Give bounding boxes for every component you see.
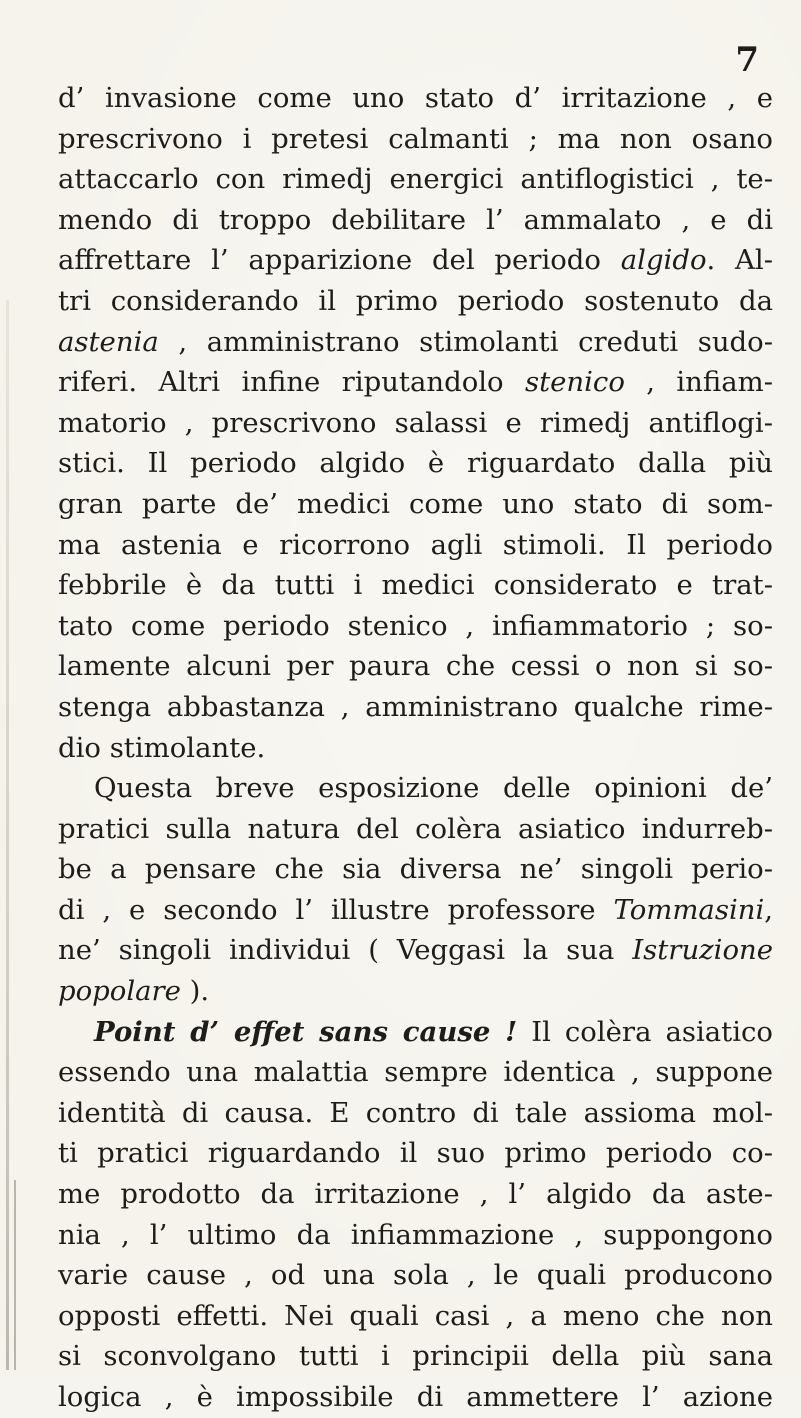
text-line bbox=[58, 849, 773, 890]
text-line bbox=[58, 1093, 773, 1134]
text-segment: riferi. Altri infine riputandolo bbox=[58, 366, 525, 399]
text-segment: Questa breve esposizione delle opinioni de’ bbox=[94, 772, 773, 805]
text-segment: , amministrano stimolanti creduti sudo- bbox=[158, 325, 773, 358]
text-segment: ma astenia e ricorrono agli stimoli. Il periodo bbox=[58, 528, 773, 561]
text-segment: varie cause , od una sola , le quali producono bbox=[58, 1259, 773, 1292]
text-segment: be a pensare che sia diversa ne’ singoli perio- bbox=[58, 853, 773, 886]
text-segment: febbrile è da tutti i medici considerato e trat- bbox=[58, 569, 773, 602]
text-segment: prescrivono i pretesi calmanti ; ma non osano bbox=[58, 122, 773, 155]
text-segment: matorio , prescrivono salassi e rimedj antiflogi- bbox=[58, 406, 773, 439]
text-line bbox=[58, 1052, 773, 1093]
text-segment: tri considerando il primo periodo sostenuto da bbox=[58, 284, 773, 317]
text-line bbox=[58, 728, 773, 769]
text-line bbox=[58, 281, 773, 322]
text-line bbox=[58, 930, 773, 971]
text-line bbox=[58, 322, 773, 363]
text-segment: nia , l’ ultimo da infiammazione , suppongono bbox=[58, 1218, 773, 1251]
text-line bbox=[58, 362, 773, 403]
emphasized-text: Istruzione bbox=[632, 934, 773, 967]
text-line bbox=[58, 1174, 773, 1215]
text-segment: essendo una malattia sempre identica , suppone bbox=[58, 1056, 773, 1089]
text-segment: attaccarlo con rimedj energici antiflogistici , te- bbox=[58, 163, 773, 196]
text-line bbox=[58, 525, 773, 566]
text-segment: , bbox=[764, 893, 773, 926]
text-segment: tato come periodo stenico , infiammatorio ; so- bbox=[58, 609, 773, 642]
text-segment: mendo di troppo debilitare l’ ammalato , e di bbox=[58, 203, 773, 236]
text-line bbox=[58, 606, 773, 647]
text-segment: identità di causa. E contro di tale assioma mol- bbox=[58, 1096, 773, 1129]
emphasized-text: stenico bbox=[524, 366, 625, 399]
text-line bbox=[58, 687, 773, 728]
text-line bbox=[58, 565, 773, 606]
text-line bbox=[58, 768, 773, 809]
page-gutter-shadow bbox=[6, 300, 9, 1370]
text-line bbox=[58, 443, 773, 484]
text-segment: stenga abbastanza , amministrano qualche rime- bbox=[58, 690, 773, 723]
text-segment: ). bbox=[180, 975, 210, 1008]
page-edge-mark bbox=[14, 1180, 16, 1370]
text-segment: gran parte de’ medici come uno stato di som- bbox=[58, 487, 773, 520]
text-segment: logica , è impossibile di ammettere l’ azione bbox=[58, 1381, 773, 1413]
text-segment: si sconvolgano tutti i principii della più sana bbox=[58, 1340, 773, 1373]
text-line bbox=[58, 1255, 773, 1296]
text-line bbox=[58, 971, 773, 1012]
text-line bbox=[58, 809, 773, 850]
emphasized-text: astenia bbox=[58, 325, 159, 358]
text-line bbox=[58, 200, 773, 241]
text-line bbox=[58, 78, 773, 119]
text-line bbox=[58, 890, 773, 931]
text-segment: Il colèra asiatico bbox=[517, 1015, 773, 1048]
text-segment: me prodotto da irritazione , l’ algido da aste- bbox=[58, 1178, 773, 1211]
text-line bbox=[58, 1012, 773, 1053]
emphasized-text: Point d’ effet sans cause ! bbox=[94, 1015, 518, 1048]
emphasized-text: algido bbox=[620, 244, 707, 277]
text-line bbox=[58, 1133, 773, 1174]
text-segment: affrettare l’ apparizione del periodo bbox=[58, 244, 621, 277]
text-segment: lamente alcuni per paura che cessi o non si so- bbox=[58, 650, 773, 683]
text-line bbox=[58, 1377, 773, 1418]
text-line bbox=[58, 1296, 773, 1337]
text-line bbox=[58, 484, 773, 525]
text-line bbox=[58, 1336, 773, 1377]
text-line bbox=[58, 119, 773, 160]
emphasized-text: popolare bbox=[58, 975, 181, 1008]
text-line bbox=[58, 646, 773, 687]
body-text bbox=[58, 78, 773, 1418]
text-line bbox=[58, 1215, 773, 1256]
text-segment: opposti effetti. Nei quali casi , a meno che non bbox=[58, 1299, 773, 1332]
emphasized-text: Tommasini bbox=[613, 893, 765, 926]
text-segment: ne’ singoli individui ( Veggasi la sua bbox=[58, 934, 633, 967]
text-segment: stici. Il periodo algido è riguardato dalla più bbox=[58, 447, 773, 480]
text-line bbox=[58, 403, 773, 444]
text-line bbox=[58, 159, 773, 200]
text-segment: pratici sulla natura del colèra asiatico indurreb- bbox=[58, 812, 773, 845]
text-segment: ti pratici riguardando il suo primo periodo co- bbox=[58, 1137, 773, 1170]
text-segment: di , e secondo l’ illustre professore bbox=[58, 893, 614, 926]
text-line bbox=[58, 240, 773, 281]
text-segment: . Al- bbox=[706, 244, 773, 277]
text-segment: dio stimolante. bbox=[58, 731, 266, 764]
text-segment: , infiam- bbox=[624, 366, 773, 399]
text-segment: d’ invasione come uno stato d’ irritazione , e bbox=[58, 82, 773, 114]
page-number: 7 bbox=[735, 40, 759, 80]
